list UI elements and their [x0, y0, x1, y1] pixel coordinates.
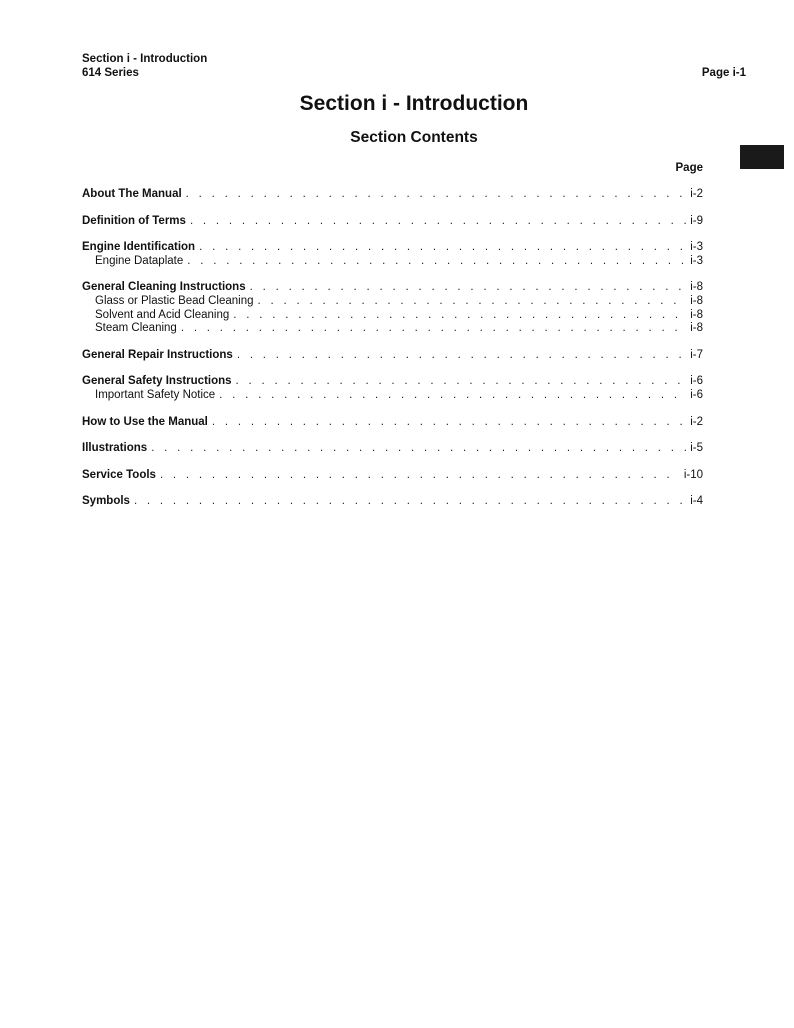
dot-leader: [212, 416, 686, 430]
toc-entry-title: Engine Dataplate: [95, 254, 184, 267]
toc-subentry[interactable]: [82, 255, 703, 269]
toc-entry-page: i-2: [690, 188, 703, 200]
toc-subentry[interactable]: [82, 322, 703, 336]
toc-entry[interactable]: [82, 241, 703, 255]
toc-entry[interactable]: [82, 495, 703, 509]
toc-subentry[interactable]: [82, 309, 703, 323]
toc-entry-title: General Cleaning Instructions: [82, 281, 246, 294]
section-thumb-tab: [740, 145, 784, 169]
dot-leader: [219, 389, 686, 403]
toc-entry[interactable]: [82, 281, 703, 295]
toc-group: [82, 349, 703, 363]
running-header-section: Section i - Introduction: [82, 53, 208, 65]
toc-entry-title: Service Tools: [82, 468, 156, 481]
toc-entry[interactable]: [82, 442, 703, 456]
page-title: Section i - Introduction: [299, 92, 529, 115]
toc-entry-page: i-8: [690, 294, 703, 307]
toc-group: [82, 241, 703, 268]
toc-entry-title: Definition of Terms: [82, 214, 186, 227]
toc-entry-page: i-5: [690, 442, 703, 455]
dot-leader: [237, 349, 686, 363]
toc-group: [82, 416, 703, 430]
dot-leader: [250, 281, 687, 295]
toc-group: [82, 281, 703, 335]
running-header: [82, 52, 207, 80]
toc-entry-page: i-8: [690, 281, 703, 294]
toc-entry[interactable]: [82, 215, 703, 229]
toc-entry-title: Symbols: [82, 495, 130, 508]
toc-group: [82, 215, 703, 229]
dot-leader: [151, 442, 686, 456]
toc-entry-title: How to Use the Manual: [82, 415, 208, 428]
toc-group: [82, 469, 703, 483]
running-header-series: 614 Series: [82, 67, 139, 79]
toc-entry[interactable]: [82, 375, 703, 389]
dot-leader: [181, 322, 686, 336]
toc-entry-page: i-3: [690, 241, 703, 254]
toc-group: [82, 188, 703, 202]
toc-entry-title: Illustrations: [82, 442, 148, 455]
toc-entry-title: Glass or Plastic Bead Cleaning: [95, 294, 254, 307]
toc-entry-title: About The Manual: [82, 188, 182, 200]
toc-entry[interactable]: [82, 416, 703, 430]
dot-leader: [187, 255, 686, 269]
page-number: Page i-1: [701, 67, 746, 79]
toc-entry-page: i-8: [690, 322, 703, 335]
toc-subentry[interactable]: [82, 389, 703, 403]
toc-entry-page: i-7: [690, 348, 703, 361]
toc-entry-title: General Safety Instructions: [82, 375, 232, 388]
toc-subentry[interactable]: [82, 295, 703, 309]
dot-leader: [199, 241, 686, 255]
toc-entry-title: Important Safety Notice: [95, 388, 216, 401]
toc-entry-page: i-2: [690, 415, 703, 428]
toc-entry-page: i-6: [690, 375, 703, 388]
toc-entry-title: Steam Cleaning: [95, 322, 177, 335]
dot-leader: [160, 469, 680, 483]
toc-group: [82, 375, 703, 402]
toc-entry-page: i-3: [690, 254, 703, 267]
toc-entry-title: General Repair Instructions: [82, 348, 233, 361]
table-of-contents: [82, 188, 703, 522]
dot-leader: [190, 215, 686, 229]
toc-entry-page: i-10: [683, 468, 703, 481]
page-column-heading: Page: [675, 162, 703, 174]
toc-entry-page: i-4: [690, 495, 703, 508]
dot-leader: [233, 309, 686, 323]
toc-entry-page: i-6: [690, 388, 703, 401]
toc-entry[interactable]: [82, 469, 703, 483]
toc-entry[interactable]: [82, 349, 703, 363]
toc-entry[interactable]: [82, 188, 703, 202]
dot-leader: [186, 188, 687, 202]
toc-entry-page: i-8: [690, 308, 703, 321]
dot-leader: [258, 295, 687, 309]
dot-leader: [134, 495, 686, 509]
toc-group: [82, 442, 703, 456]
toc-entry-title: Solvent and Acid Cleaning: [95, 308, 230, 321]
toc-entry-page: i-9: [690, 214, 703, 227]
page-subtitle: Section Contents: [350, 129, 478, 146]
dot-leader: [236, 375, 687, 389]
toc-entry-title: Engine Identification: [82, 241, 196, 254]
toc-group: [82, 495, 703, 509]
